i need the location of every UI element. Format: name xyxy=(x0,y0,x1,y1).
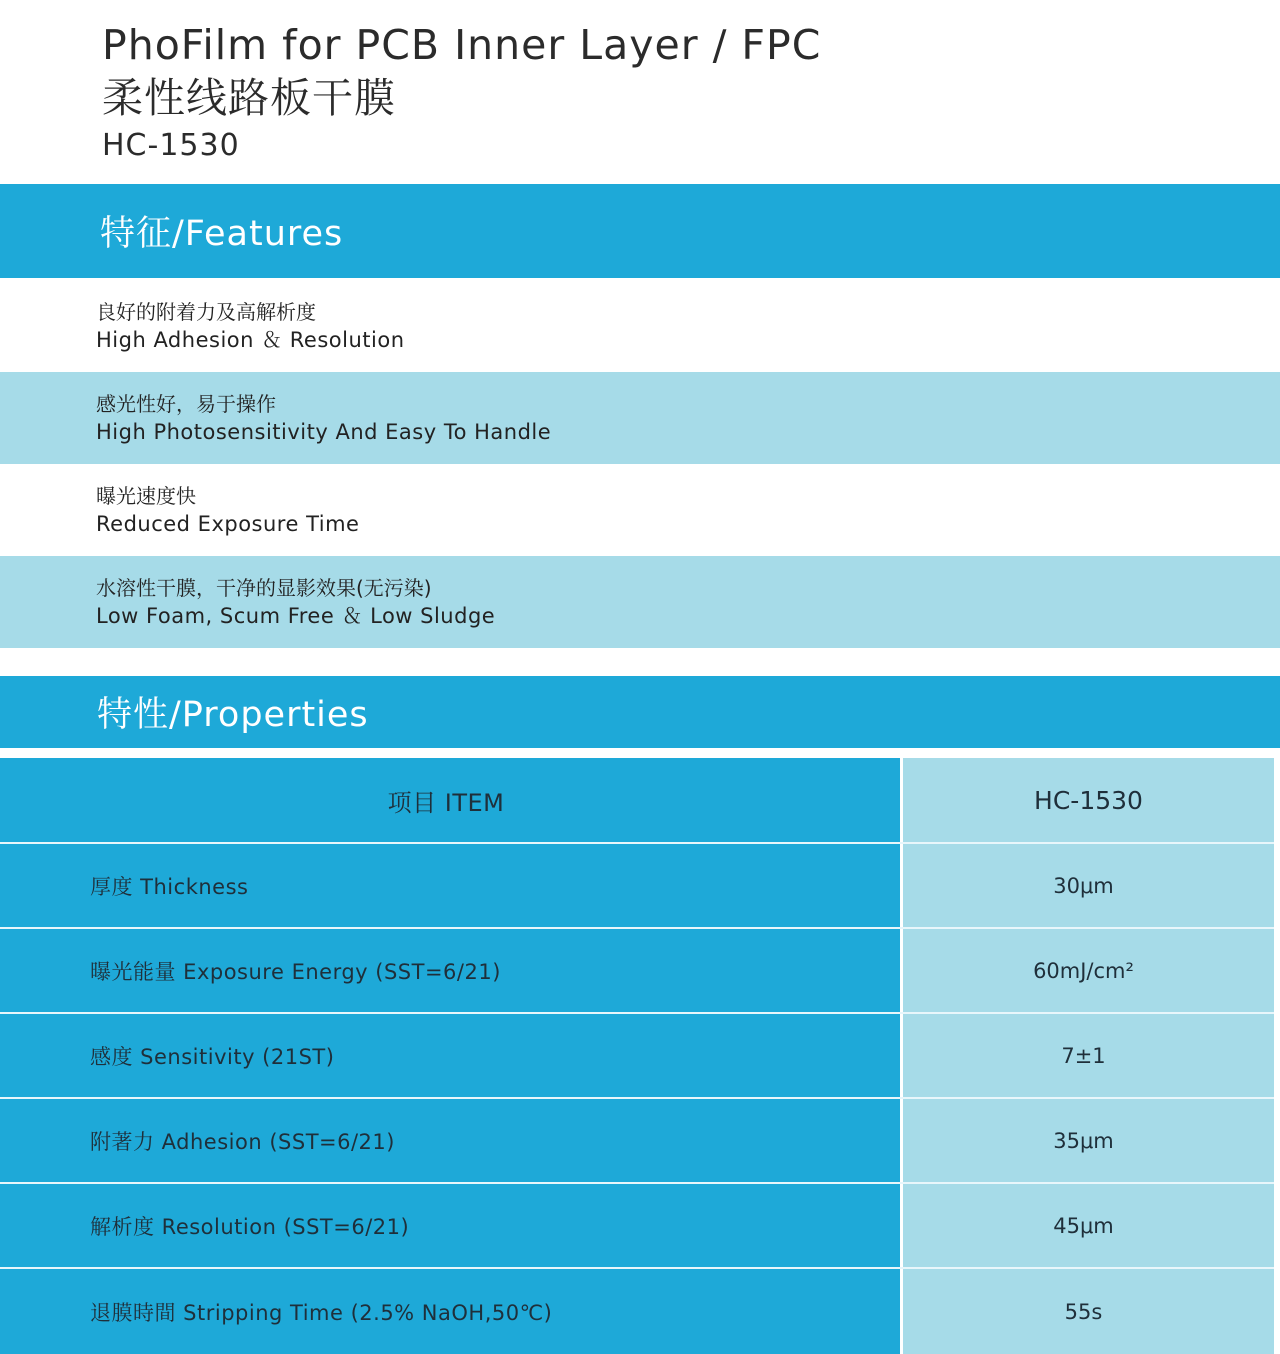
page-title: PhoFilm for PCB Inner Layer / FPC xyxy=(102,21,822,69)
page-title-cn: 柔性线路板干膜 xyxy=(102,74,396,122)
table-row xyxy=(0,1184,1274,1267)
feature-cn: 曝光速度快 xyxy=(96,483,196,508)
feature-cn: 感光性好，易于操作 xyxy=(96,391,276,416)
property-value: 55s xyxy=(900,1269,1274,1354)
table-row xyxy=(0,1269,1274,1354)
model-number: HC-1530 xyxy=(102,128,240,163)
feature-item xyxy=(0,372,1280,464)
property-value: 30μm xyxy=(900,844,1274,927)
property-value: 7±1 xyxy=(900,1014,1274,1097)
property-name: 解析度 Resolution (SST=6/21) xyxy=(0,1184,900,1267)
feature-cn: 水溶性干膜，干净的显影效果(无污染) xyxy=(96,575,432,600)
table-row xyxy=(0,1014,1274,1097)
properties-table xyxy=(0,758,1274,1354)
feature-cn: 良好的附着力及高解析度 xyxy=(96,299,316,324)
table-header-row xyxy=(0,758,1274,842)
property-value: 45μm xyxy=(900,1184,1274,1267)
property-name: 感度 Sensitivity (21ST) xyxy=(0,1014,900,1097)
property-name: 退膜時間 Stripping Time (2.5% NaOH,50℃) xyxy=(0,1269,900,1354)
feature-en: High Photosensitivity And Easy To Handle xyxy=(96,419,552,444)
table-row xyxy=(0,844,1274,927)
properties-heading: 特性/Properties xyxy=(97,695,369,735)
feature-item xyxy=(0,556,1280,648)
feature-item xyxy=(0,280,1280,372)
table-row xyxy=(0,1099,1274,1182)
property-name: 附著力 Adhesion (SST=6/21) xyxy=(0,1099,900,1182)
table-row xyxy=(0,929,1274,1012)
column-header-value: HC-1530 xyxy=(900,758,1274,842)
property-name: 曝光能量 Exposure Energy (SST=6/21) xyxy=(0,929,900,1012)
features-heading-bar xyxy=(0,184,1280,278)
feature-en: Reduced Exposure Time xyxy=(96,511,360,536)
column-header-item: 项目 ITEM xyxy=(0,758,900,842)
feature-item xyxy=(0,464,1280,556)
property-name: 厚度 Thickness xyxy=(0,844,900,927)
property-value: 35μm xyxy=(900,1099,1274,1182)
property-value: 60mJ/cm² xyxy=(900,929,1274,1012)
feature-en: Low Foam, Scum Free ＆ Low Sludge xyxy=(96,603,496,628)
feature-en: High Adhesion ＆ Resolution xyxy=(96,327,405,352)
features-heading: 特征/Features xyxy=(100,214,344,254)
properties-heading-bar xyxy=(0,676,1280,748)
title-block xyxy=(102,18,821,168)
